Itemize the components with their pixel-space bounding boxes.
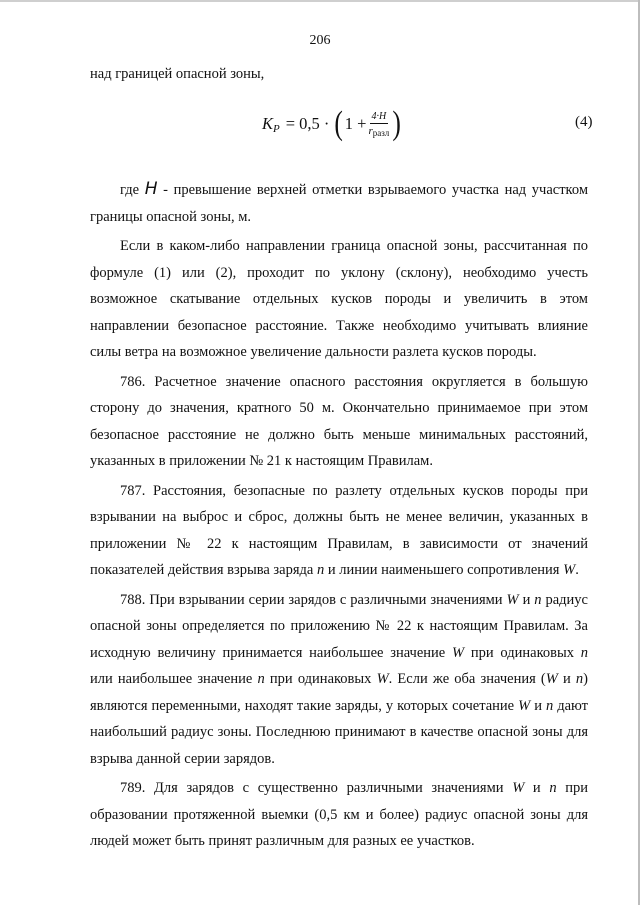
formula-denominator	[368, 124, 389, 137]
paragraph-788: 788. При взрывании серии зарядов с различными значениями W и n радиус опасной зоны определяется по приложению № 22 к настоящим Правилам. За исходную величину принимается наибольшее значение W при одинаковых n или наибольшее значение n при одинаковых W. Если же оба значения (W и n) являются переменными, находят такие заряды, у которых сочетание W и n дают наибольший радиус зоны. Последнюю принимают в качестве опасной зоны для взрыва данной серии зарядов.	[90, 591, 589, 767]
paragraph-786: 786. Расчетное значение опасного расстояния округляется в большую сторону до значения, кратного 50 м. Окончательно принимаемое при этом безопасное расстояние не должно быть меньше минимальных расстояний, указанных в приложении № 21 к настоящим Правилам.	[90, 373, 588, 469]
variable-w: W	[506, 591, 519, 608]
paragraph-slope: Если в каком-либо направлении граница опасной зоны, рассчитанная по формуле (1) или (2), проходит по уклону (склону), необходимо учесть возможное скатывание отдельных кусков породы и увеличить в этом направлении безопасное расстояние. Также необходимо учитывать влияние силы ветра на возможное увеличение дальности разлета кусков породы.	[90, 238, 588, 360]
page-top-edge	[0, 0, 640, 2]
formula-lhs-symbol: K	[262, 114, 274, 133]
body-text	[90, 176, 588, 855]
variable-n: n	[316, 562, 325, 578]
formula-fraction	[368, 111, 389, 137]
paragraph-787: 787. Расстояния, безопасные по разлету отдельных кусков породы при взрывании на выброс и сброс, должны быть не менее величин, указанных в приложении № 22 к настоящим Правилам, в зависимости от значений показателей действия взрыва заряда n и линии наименьшего сопротивления W.	[90, 482, 588, 578]
formula-equals-coefficient: = 0,5 ·	[285, 114, 330, 133]
variable-n: n	[549, 780, 557, 796]
paragraph-where-pre: где	[120, 182, 145, 198]
formula-denominator-subscript: разл	[372, 128, 390, 138]
variable-w: W	[376, 671, 389, 687]
formula-numerator: 4·H	[371, 111, 387, 122]
paragraph-where	[90, 176, 588, 230]
variable-n: n	[257, 671, 265, 687]
variable-w: W	[452, 644, 465, 661]
variable-w: W	[512, 780, 525, 796]
paragraph-789: 789. Для зарядов с существенно различными значениями W и n при образовании протяженной выемки (0,5 км и более) радиус опасной зоны для людей может быть принят различным для разных ее участков.	[90, 780, 588, 849]
variable-n: n	[534, 591, 542, 608]
formula-one-plus: 1 +	[344, 114, 367, 133]
variable-n: n	[575, 671, 584, 687]
variable-w: W	[563, 562, 576, 578]
variable-n: n	[580, 644, 588, 661]
formula-close-paren: )	[392, 105, 402, 142]
paragraph-where-post: - превышение верхней отметки взрываемого участка над участком границы опасной зоны, м.	[90, 182, 588, 225]
page-number: 206	[309, 33, 331, 48]
formula-open-paren: (	[334, 105, 344, 142]
variable-w: W	[518, 697, 531, 714]
formula-denominator-symbol: r	[368, 125, 373, 137]
variable-w: W	[545, 671, 558, 687]
variable-n: n	[545, 697, 554, 714]
formula-lhs-subscript: P	[273, 123, 280, 135]
h-symbol: H	[144, 179, 158, 199]
formula-4	[262, 104, 403, 144]
equation-number: (4)	[575, 114, 593, 130]
lead-line: над границей опасной зоны,	[90, 66, 265, 82]
